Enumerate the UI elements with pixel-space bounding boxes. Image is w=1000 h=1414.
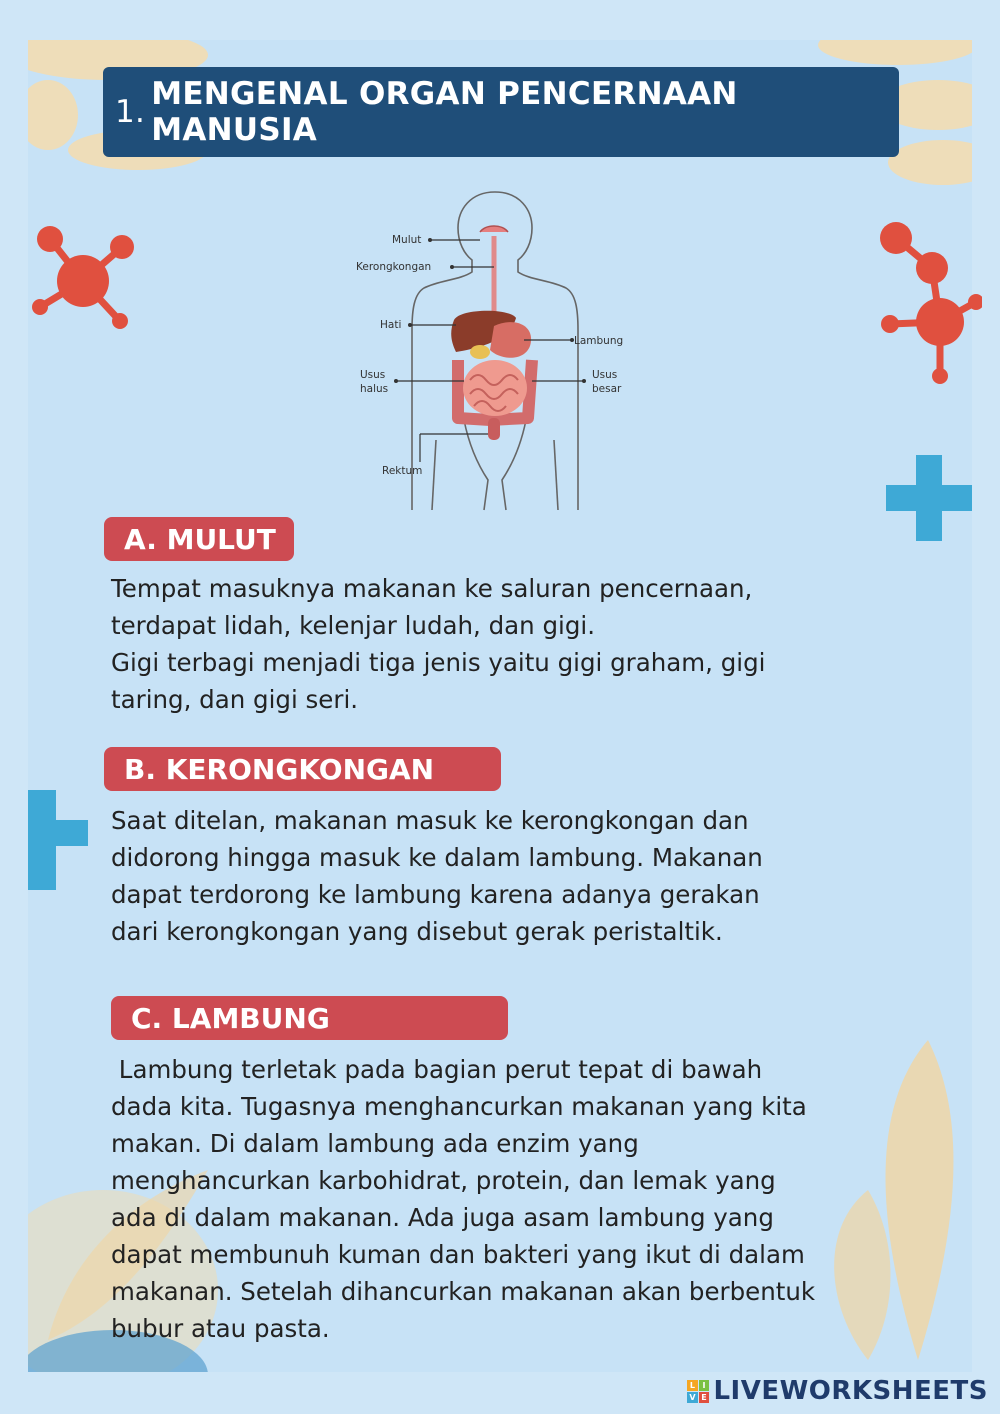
- label-mulut: Mulut: [392, 234, 422, 246]
- label-kerongkongan: Kerongkongan: [356, 261, 432, 273]
- label-usus-halus-2: halus: [360, 383, 389, 395]
- section-heading-text: C. LAMBUNG: [131, 1001, 330, 1035]
- section-heading-kerongkongan: [104, 747, 501, 791]
- section-heading-text: A. MULUT: [124, 522, 276, 556]
- decor-blob: [818, 40, 972, 65]
- text-line: makan. Di dalam lambung ada enzim yang: [111, 1129, 639, 1158]
- text-line: taring, dan gigi seri.: [111, 685, 359, 714]
- text-line: terdapat lidah, kelenjar ludah, dan gigi.: [111, 611, 595, 640]
- logo-cell: I: [699, 1380, 710, 1391]
- text-line: Saat ditelan, makanan masuk ke kerongkongan dan: [111, 806, 749, 835]
- label-rektum: Rektum: [382, 465, 423, 477]
- logo-cell: L: [687, 1380, 698, 1391]
- section-heading-lambung: [111, 996, 508, 1040]
- logo-cell: V: [689, 1393, 697, 1402]
- text-line: dapat membunuh kuman dan bakteri yang ikut di dalam: [111, 1240, 805, 1269]
- label-usus-besar-2: besar: [592, 383, 622, 395]
- text-line: bubur atau pasta.: [111, 1314, 330, 1343]
- title-number: 1.: [115, 94, 146, 130]
- text-line: didorong hingga masuk ke dalam lambung. Makanan: [111, 843, 763, 872]
- section-text-lambung: [111, 1051, 941, 1347]
- text-line: dapat terdorong ke lambung karena adanya gerakan: [111, 880, 760, 909]
- text-line: dada kita. Tugasnya menghancurkan makanan yang kita: [111, 1092, 807, 1121]
- section-heading-mulut: [104, 517, 294, 561]
- text-line: menghancurkan karbohidrat, protein, dan lemak yang: [111, 1166, 776, 1195]
- digestive-system-diagram: [340, 180, 660, 520]
- title-text: MENGENAL ORGAN PENCERNAAN MANUSIA: [151, 76, 738, 148]
- text-line: Tempat masuknya makanan ke saluran pencernaan,: [111, 574, 753, 603]
- text-line: dari kerongkongan yang disebut gerak peristaltik.: [111, 917, 723, 946]
- liveworksheets-brand[interactable]: [687, 1376, 988, 1406]
- brand-text: LIVEWORKSHEETS: [713, 1376, 988, 1406]
- molecule-icon: [872, 218, 982, 388]
- section-heading-text: B. KERONGKONGAN: [124, 752, 435, 786]
- label-usus-besar-1: Usus: [592, 369, 618, 381]
- plus-icon: [886, 455, 972, 541]
- text-line: makanan. Setelah dihancurkan makanan akan berbentuk: [111, 1277, 816, 1306]
- liveworksheets-logo-icon: [687, 1380, 709, 1402]
- section-text-kerongkongan: [111, 802, 941, 950]
- label-lambung: Lambung: [574, 335, 624, 347]
- section-text-mulut: [111, 570, 941, 718]
- label-hati: Hati: [380, 319, 402, 331]
- text-line: Gigi terbagi menjadi tiga jenis yaitu gigi graham, gigi: [111, 648, 766, 677]
- logo-cell: E: [699, 1392, 710, 1403]
- page-title: [103, 67, 899, 157]
- plus-icon: [28, 790, 88, 890]
- decor-blob: [28, 80, 78, 150]
- molecule-icon: [28, 215, 148, 335]
- text-line: Lambung terletak pada bagian perut tepat di bawah: [111, 1055, 763, 1084]
- text-line: ada di dalam makanan. Ada juga asam lambung yang: [111, 1203, 774, 1232]
- decor-blob: [888, 140, 972, 185]
- label-usus-halus-1: Usus: [360, 369, 386, 381]
